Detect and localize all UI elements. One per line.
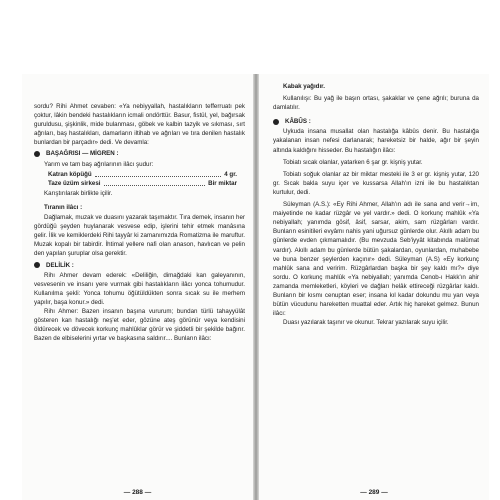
left-page: [22, 74, 253, 500]
heading-delilik: DELİLİK :: [34, 261, 245, 270]
heading-migren: BAŞAĞRISI — MİGREN :: [34, 149, 245, 158]
heading-tiranin: Tıranın ilâcı :: [44, 203, 83, 211]
right-page: [259, 74, 489, 500]
right-page-content: [273, 82, 479, 327]
left-page-content: [34, 102, 245, 343]
recipe-note: Karıştırılarak birlikte içilir.: [44, 189, 113, 197]
paragraph-delilik: Rihı Ahmer devam ederek: «Deliliğin, dimağdaki kan galeyanının, vesvesenin ve insanı yere vurmak gibi hastalıkların ilâcı yonca tohumudur. Kullanılma şekli: Yonca tohumu öğütüldükten sonra sıcak su ile merhem yapılır, başa konur.» dedi.: [34, 271, 245, 306]
paragraph-intro: sordu? Rihi Ahmet cevaben: «Ya nebiyyallah, hastalıkların tefferruatı pek çoktur, lâkin bendeki hastalıkların icmali ondörttür. Basur, fistül, yel, bağırsak guruldusu, şişkinlik, mide bulanması, göbek ve kalbin tazyik ve sıkması, sırt ağrıları, baş hastalıkları, damarların iltihab ve ağrıları ve tıra denilen hastalık bunlardan bir parçadır» dedi. Ve devamla:: [34, 103, 245, 147]
heading-kabus: KÂBÛS :: [273, 117, 479, 126]
bullet-icon: [273, 119, 279, 125]
paragraph-soguk: Tobiatı soğuk olanlar az bir miktar mesteki ile 3 er gr. kişniş yutar, 120 gr. Sıcak bakla suyu içer ve kussarsa Allah'ın izni ile bu hastalıktan kurtulur, dedi.: [273, 170, 479, 196]
paragraph-suleyman: Süleyman (A.S.): «Ey Rihi Ahmer, Allah'ın adı ile sana and verir→im, maiyetinde ne kadar rüzgâr ve yel vardır.» dedi. O korkunç mahlûk «Ya nebiyallah; yanımda gösif, âsif, sarsar, akim, sam rüzgârları vardır. Bunların esinitileri evyâmı nahis yani uğursuz günlerde olur. Akıllı adam bu günlerde evden çıkmamalıdır. (Bu mevzuda Seb'iyyât kitabında malûmat vardır). Akıllı adam bu günlerde bütün şakalardan, oyunlardan, muhabebe ve buna benzer şeylerden kaçınır» dedi. Süleyman (A.S) «Ey korkunç mahlûk sana and veririm. Rüzgârlardan başka bir şey kaldı mı?» diye sordu. O korkunç mahlûk «Ya nebiyallah; yanımda Cenob-ı Hakk'ın ahir zamanda memleketleri, köyleri ve dağları helâk ettireceği rüzgârlar kaldı. Bunların bir kısmı cenuptan eser; insana kıl kadar dokundu mu yarı veya bütün vücudunu hareketten muattal eder. Artık hiç hareket gelmez. Bunun ilâcı:: [273, 201, 479, 318]
paragraph-bazen: Rihı Ahmer: Bazen insanın başına vururum; bundan türlü tahayyülât gösteren kan hastalığı neş'et eder, gözüne ateş görünür veya kendisini öldürecek ve dövecek korkunç mahlûklar görür ve şiddetli bir şekilde bağırır. Bazen de elbiselerini yırtar ve başkasına saldırır.... Bunların ilâcı:: [34, 307, 245, 343]
paragraph-tiranin: Dağlamak, muzak ve duasını yazarak taşımaktır. Tıra demek, insanın her gördüğü şeyden huylanarak vesvese edip, işlerini tehir etmek manâsına gelir. İlik ve kemiklerdeki Rihi tayyâr ki zamanımızda Romatizma ile maruftur. Muzak kopalı bir tabirdir. İhtimal yellere nafi olan anason, havlıcan ve pelin den yapılan şuruplar olsa gerektir.: [34, 214, 245, 258]
recipe-row-2: Taze üzüm sirkesi Bir miktar: [48, 179, 237, 187]
paragraph-tobiati: Tobiatı sıcak olanlar, yatarken 6 şar gr. kişniş yutar.: [283, 158, 423, 166]
paragraph-kabak: Kullanılışı: Bu yağ ile başın ortası, şakaklar ve çene ağrılı; buruna da damlatılır.: [273, 95, 479, 112]
recipe-list: [34, 170, 245, 188]
bullet-icon: [34, 262, 40, 268]
heading-kabak: Kabak yağıdır.: [283, 83, 325, 90]
dot-leader: [104, 179, 206, 186]
migren-intro: Yarım ve tam baş ağrılarının ilâcı şudur:: [44, 160, 154, 168]
recipe-row-1: Katran köpüğü 4 gr.: [48, 170, 237, 178]
page-number-left: — 288 —: [123, 489, 152, 496]
paragraph-kabus: Uykuda insana musallat olan hastalığa kâbûs denir. Bu hastalığa yakalanan insan nefesi darlanarak; hareketsiz bir halde, ağır bir şeyin altında kaldığını hisseder. Bu hastalığın ilâcı:: [273, 128, 479, 154]
bullet-icon: [34, 151, 40, 157]
page-number-right: — 289 —: [360, 489, 388, 496]
dot-leader: [95, 170, 222, 177]
paragraph-duasi: Duası yazılarak taşınır ve okunur. Tekrar yazılarak suyu içilir.: [283, 319, 449, 327]
